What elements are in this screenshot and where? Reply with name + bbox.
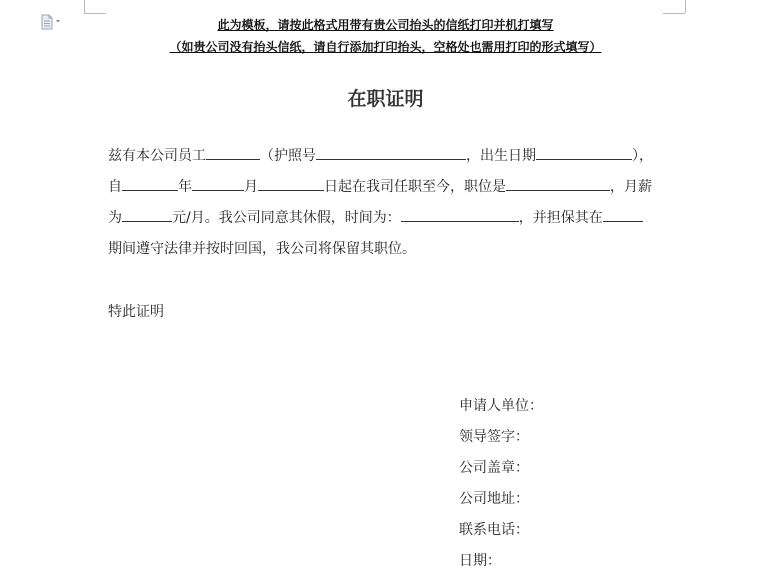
page-title: 在职证明 (347, 88, 424, 110)
blank-employee-name (206, 145, 260, 160)
signature-seal: 公司盖章： (459, 460, 529, 476)
crop-mark-left-h (84, 13, 106, 14)
body-text: ，月薪 (610, 179, 652, 195)
body-line-4: 期间遵守法律并按时回国，我公司将保留其职位。 (108, 241, 416, 257)
crop-mark-right-v (685, 0, 686, 13)
body-line-1 (108, 145, 653, 165)
body-text: 兹有本公司员工 (108, 148, 206, 164)
signature-address: 公司地址： (459, 491, 529, 507)
body-line-2 (108, 176, 652, 196)
body-text: 月 (244, 179, 258, 195)
body-text: 元/月。我公司同意其休假，时间为： (172, 210, 401, 226)
body-text: ）， (632, 148, 653, 164)
signature-date: 日期： (459, 553, 501, 569)
blank-destination (603, 207, 643, 222)
blank-position (506, 176, 610, 191)
blank-month (192, 176, 244, 191)
body-text: 日起在我司任职至今，职位是 (324, 179, 506, 195)
body-text: 自 (108, 179, 122, 195)
blank-passport-number (316, 145, 466, 160)
template-note-line-2: （如贵公司没有抬头信纸，请自行添加打印抬头，空格处也需用打印的形式填写） (169, 40, 602, 54)
crop-mark-left-v (84, 0, 85, 13)
body-text: ，并担保其在 (518, 210, 603, 226)
signature-unit: 申请人单位： (459, 398, 543, 414)
blank-year (122, 176, 178, 191)
body-line-3 (108, 207, 643, 227)
body-text: ，出生日期 (466, 148, 536, 164)
blank-salary (122, 207, 172, 222)
body-text: 为 (108, 210, 122, 226)
blank-day (258, 176, 324, 191)
body-text: 年 (178, 179, 192, 195)
body-text: （护照号 (260, 148, 316, 164)
signature-leader: 领导签字： (459, 429, 529, 445)
closing-text: 特此证明 (108, 304, 164, 320)
signature-phone: 联系电话： (459, 522, 529, 538)
blank-leave-period (401, 207, 519, 222)
template-note-line-1: 此为模板，请按此格式用带有贵公司抬头的信纸打印并机打填写 (217, 18, 554, 32)
crop-mark-right-h (663, 13, 685, 14)
blank-birth-date (536, 145, 632, 160)
